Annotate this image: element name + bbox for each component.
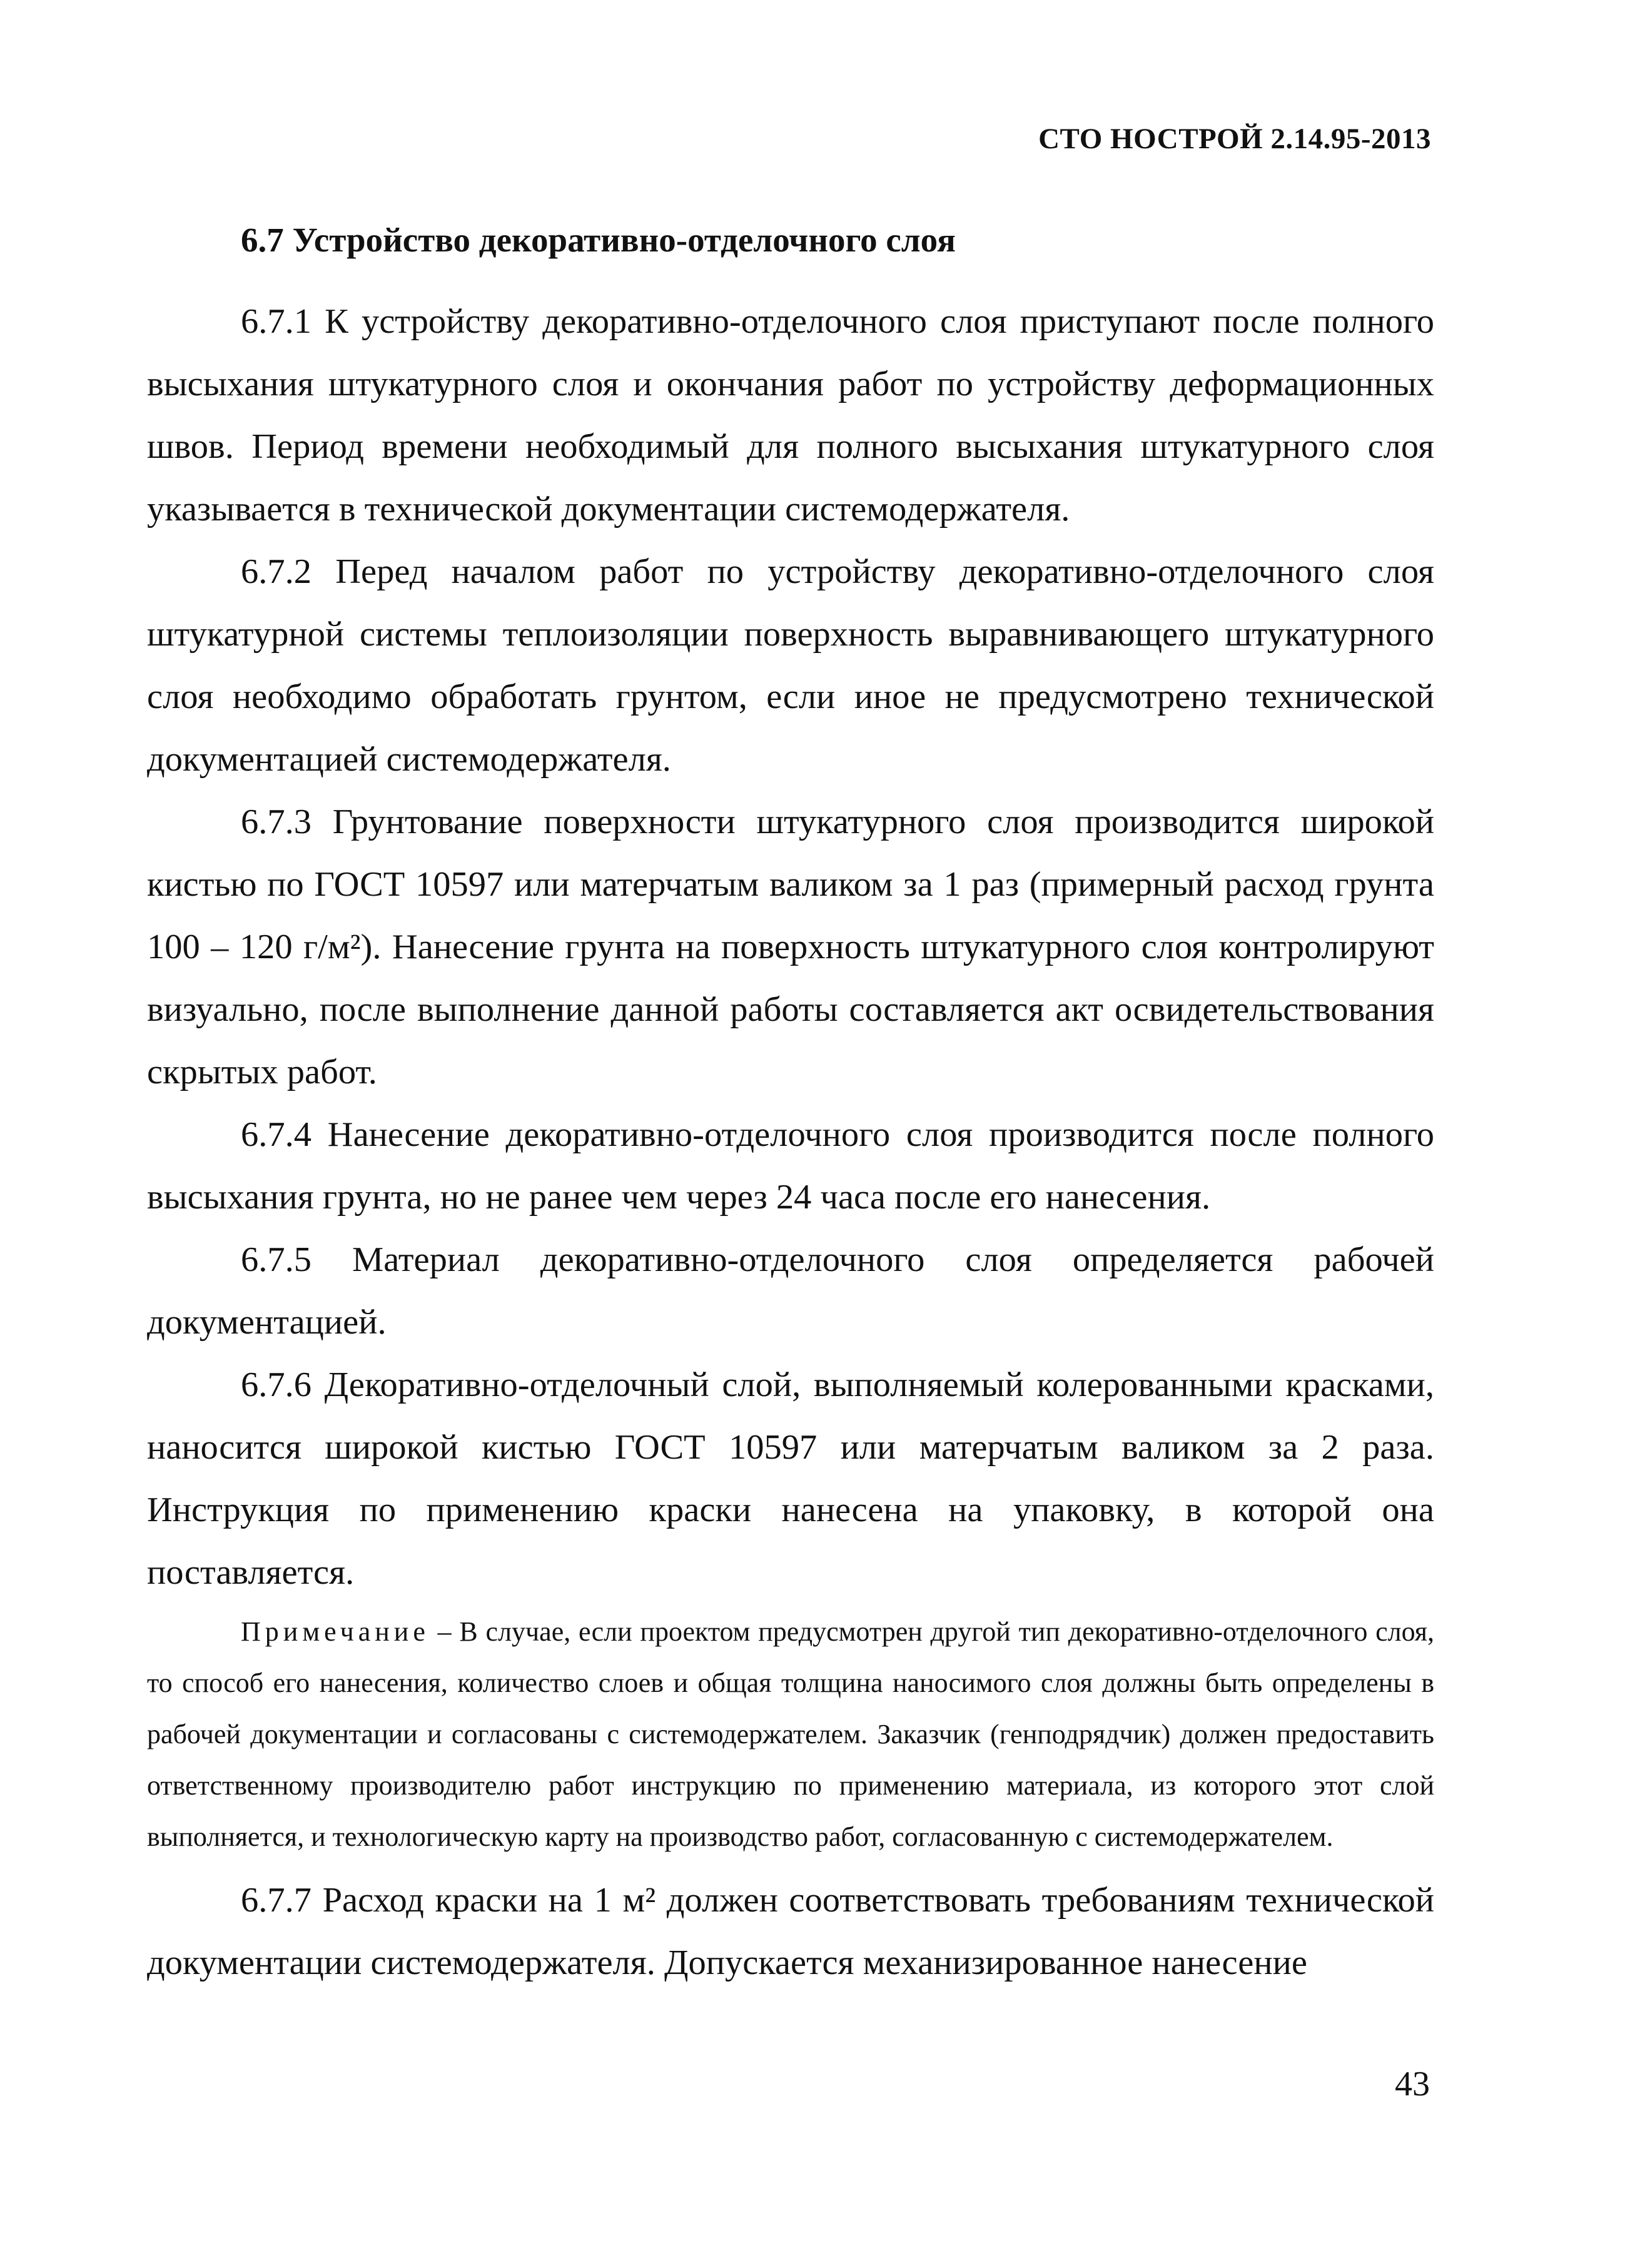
paragraph-6-7-3: 6.7.3 Грунтование поверхности штукатурного слоя производится широкой кистью по ГОСТ 10597 или матерчатым валиком за 1 раз (примерный расход грунта 100 – 120 г/м²). Нанесение грунта на поверхность штукатурного слоя контролируют визуально, после выполнение данной работы составляется акт освидетельствования скрытых работ. bbox=[147, 802, 1434, 1091]
paragraph-6-7-4: 6.7.4 Нанесение декоративно-отделочного слоя производится после полного высыхания грунта, но не ранее чем через 24 часа после его нанесения. bbox=[147, 1115, 1434, 1217]
paragraph-6-7-5: 6.7.5 Материал декоративно-отделочного слоя определяется рабочей документацией. bbox=[147, 1240, 1434, 1342]
page-number: 43 bbox=[1395, 2065, 1430, 2103]
paragraph-6-7-7: 6.7.7 Расход краски на 1 м² должен соответствовать требованиям технической документации системодержателя. Допускается механизированное нанесение bbox=[147, 1881, 1434, 1982]
note bbox=[147, 1606, 1434, 1863]
paragraph-6-7-2: 6.7.2 Перед началом работ по устройству декоративно-отделочного слоя штукатурной системы теплоизоляции поверхность выравнивающего штукатурного слоя необходимо обработать грунтом, если иное не предусмотрено технической документацией системодержателя. bbox=[147, 552, 1434, 779]
document-code-header: СТО НОСТРОЙ 2.14.95-2013 bbox=[1038, 123, 1431, 155]
note-label: Примечание bbox=[241, 1616, 430, 1647]
note-text: – В случае, если проектом предусмотрен другой тип декоративно-отделочного слоя, то способ его нанесения, количество слоев и общая толщина наносимого слоя должны быть определены в рабочей документации и согласованы с системодержателем. Заказчик (генподрядчик) должен предоставить ответственному производителю работ инструкцию по применению материала, из которого этот слой выполняется, и технологическую карту на производство работ, согласованную с системодержателем. bbox=[147, 1616, 1434, 1852]
section-title: 6.7 Устройство декоративно-отделочного слоя bbox=[241, 221, 956, 259]
paragraph-6-7-6: 6.7.6 Декоративно-отделочный слой, выполняемый колерованными красками, наносится широкой кистью ГОСТ 10597 или матерчатым валиком за 2 раза. Инструкция по применению краски нанесена на упаковку, в которой она поставляется. bbox=[147, 1365, 1434, 1592]
paragraph-6-7-1: 6.7.1 К устройству декоративно-отделочного слоя приступают после полного высыхания штукатурного слоя и окончания работ по устройству деформационных швов. Период времени необходимый для полного высыхания штукатурного слоя указывается в технической документации системодержателя. bbox=[147, 302, 1434, 529]
page-content bbox=[147, 194, 1434, 1994]
